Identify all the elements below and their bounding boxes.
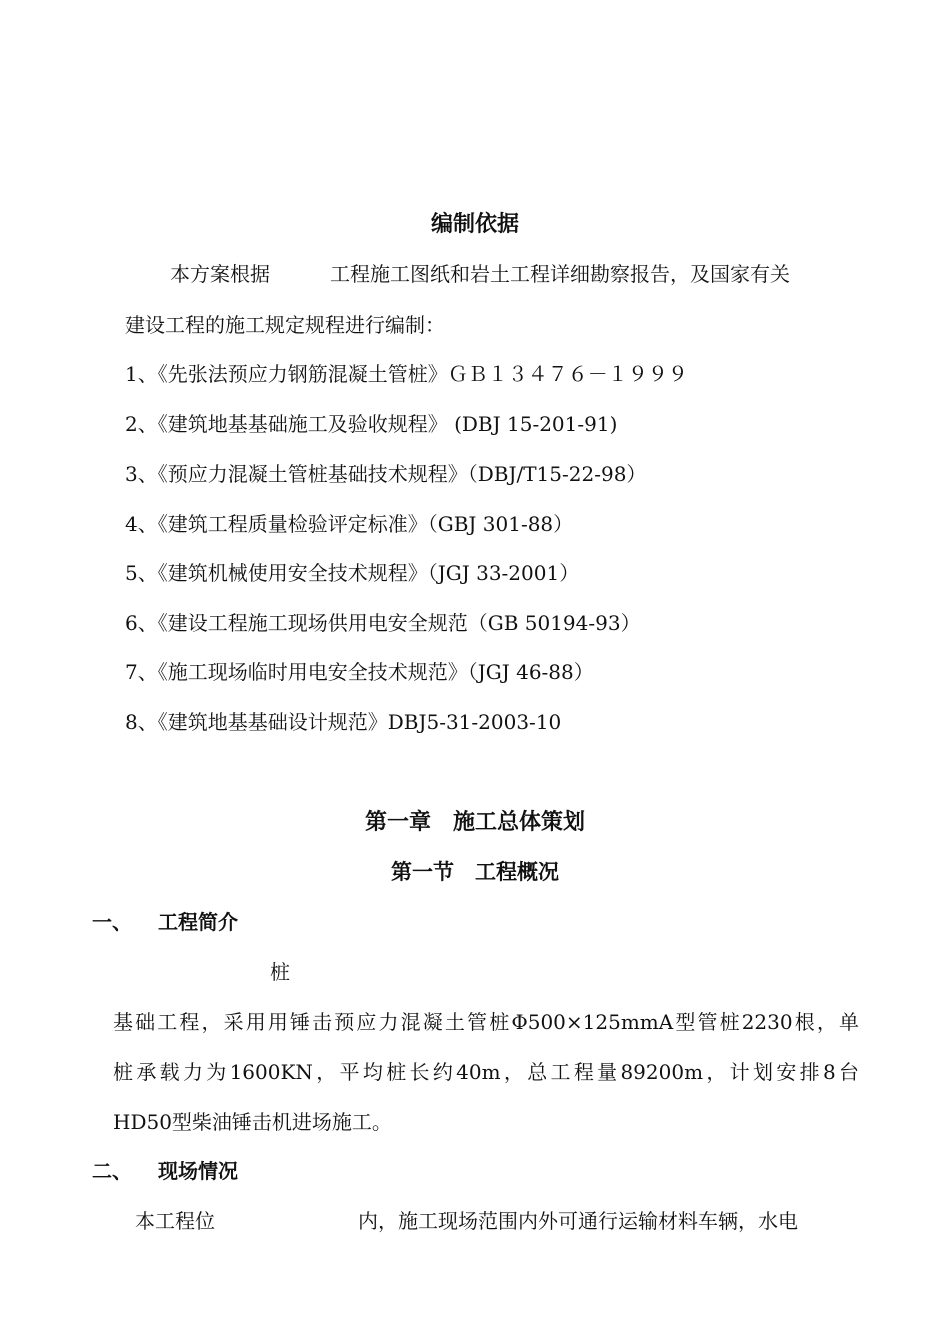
subsection-title: 现场情况 xyxy=(158,1159,238,1183)
chapter-title: 第一章 施工总体策划 xyxy=(364,810,585,835)
basis-item: 4、《建筑工程质量检验评定标准》（GBJ 301-88） xyxy=(125,512,574,536)
basis-item: 2、《建筑地基基础施工及验收规程》 (DBJ 15-201-91) xyxy=(125,412,618,436)
subsection-heading-site-conditions xyxy=(92,1157,238,1185)
paragraph-line: 基础工程，采用用锤击预应力混凝土管桩Φ500×125mmA型管桩2230根，单 xyxy=(113,1010,859,1034)
paragraph-line: HD50型柴油锤击机进场施工。 xyxy=(113,1110,392,1134)
subsection-heading-project-intro xyxy=(92,908,238,936)
paragraph-fragment: 桩 xyxy=(270,960,290,984)
basis-title: 编制依据 xyxy=(430,212,519,237)
basis-item: 3、《预应力混凝土管桩基础技术规程》（DBJ/T15-22-98） xyxy=(125,462,647,486)
basis-intro-part-a: 本方案根据 xyxy=(170,262,270,286)
site-paragraph-part-a: 本工程位 xyxy=(135,1209,215,1233)
basis-item: 7、《施工现场临时用电安全技术规范》（JGJ 46-88） xyxy=(125,660,594,684)
basis-intro-line2: 建设工程的施工规定规程进行编制： xyxy=(125,313,445,337)
basis-item: 5、《建筑机械使用安全技术规程》（JGJ 33-2001） xyxy=(125,561,580,585)
basis-intro-part-b: 工程施工图纸和岩土工程详细勘察报告，及国家有关 xyxy=(330,262,790,286)
paragraph-line: 桩承载力为1600KN，平均桩长约40m，总工程量89200m，计划安排8台 xyxy=(113,1060,859,1084)
subsection-number: 一、 xyxy=(92,910,132,934)
subsection-title: 工程简介 xyxy=(158,910,238,934)
subsection-number: 二、 xyxy=(92,1159,132,1183)
basis-item: 8、《建筑地基基础设计规范》DBJ5-31-2003-10 xyxy=(125,710,562,734)
section-title: 第一节 工程概况 xyxy=(391,860,559,884)
basis-item: 6、《建设工程施工现场供用电安全规范（GB 50194-93） xyxy=(125,611,641,635)
site-paragraph-part-b: 内，施工现场范围内外可通行运输材料车辆，水电 xyxy=(358,1209,798,1233)
basis-item: 1、《先张法预应力钢筋混凝土管桩》ＧＢ１３４７６－１９９９ xyxy=(125,362,688,386)
